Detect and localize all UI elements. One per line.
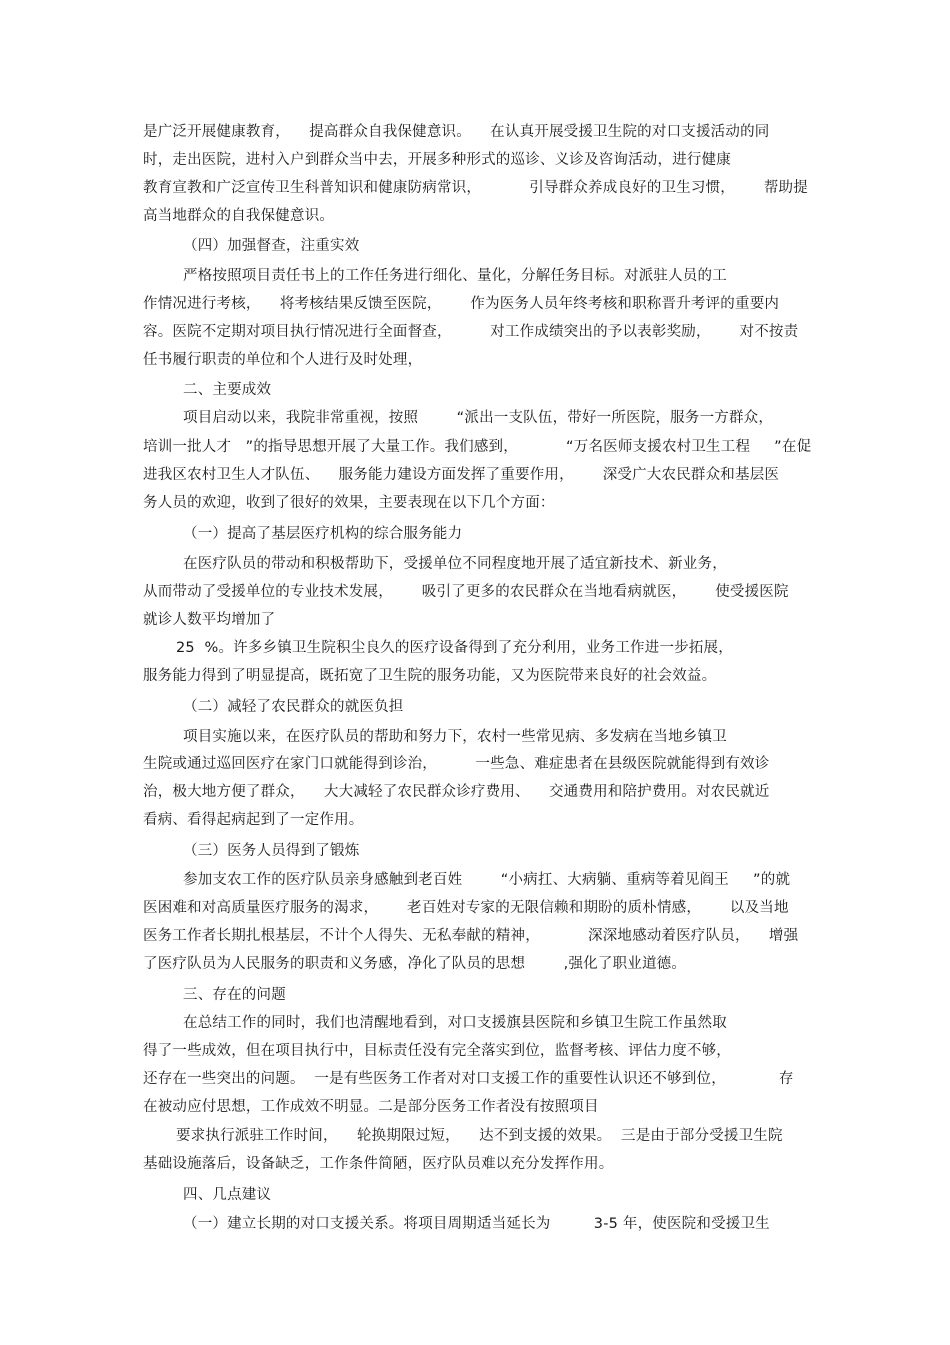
text-line: 25 %。许多乡镇卫生院积尘良久的医疗设备得到了充分利用，业务工作进一步拓展， [176,640,733,656]
text-line: 就诊人数平均增加了 [143,612,276,628]
section-heading: （二）减轻了农民群众的就医负担 [183,699,404,715]
section-heading: （四）加强督查，注重实效 [183,238,360,254]
text-line: 项目启动以来，我院非常重视，按照 “派出一支队伍，带好一所医院，服务一方群众， [183,410,774,426]
text-line: 务人员的欢迎，收到了很好的效果，主要表现在以下几个方面： [143,495,555,511]
text-line: 医务工作者长期扎根基层，不计个人得失、无私奉献的精神， 深深地感动着医疗队员， 增强 [143,928,799,944]
section-heading: （三）医务人员得到了锻炼 [183,843,360,859]
text-line: （一）建立长期的对口支援关系。将项目周期适当延长为 3-5 年，使医院和受援卫生 [183,1216,770,1232]
text-line: 了医疗队员为人民服务的职责和义务感，净化了队员的思想 ,强化了职业道德。 [143,956,687,972]
text-line: 要求执行派驻工作时间， 轮换期限过短， 达不到支援的效果。 三是由于部分受援卫生院 [176,1128,783,1144]
text-line: 在医疗队员的带动和积极帮助下，受援单位不同程度地开展了适宜新技术、新业务， [183,556,727,572]
text-line: 看病、看得起病起到了一定作用。 [143,812,364,828]
text-line: 时，走出医院，进村入户到群众当中去，开展多种形式的巡诊、义诊及咨询活动，进行健康 [143,152,731,168]
text-line: 容。医院不定期对项目执行情况进行全面督查， 对工作成绩突出的予以表彰奖励， 对不按责 [143,324,799,340]
section-heading: （一）提高了基层医疗机构的综合服务能力 [183,526,463,542]
text-line: 教育宣教和广泛宣传卫生科普知识和健康防病常识， 引导群众养成良好的卫生习惯， 帮助提 [143,180,808,196]
text-line: 作情况进行考核， 将考核结果反馈至医院， 作为医务人员年终考核和职称晋升考评的重要内 [143,296,780,312]
text-line: 基础设施落后，设备缺乏，工作条件简陋，医疗队员难以充分发挥作用。 [143,1156,614,1172]
text-line: 得了一些成效，但在项目执行中，目标责任没有完全落实到位，监督考核、评估力度不够， [143,1043,731,1059]
text-line: 进我区农村卫生人才队伍、 服务能力建设方面发挥了重要作用， 深受广大农民群众和基层医 [143,467,780,483]
text-line: 还存在一些突出的问题。 一是有些医务工作者对对口支援工作的重要性认识还不够到位， 存 [143,1071,794,1087]
text-line: 在总结工作的同时，我们也清醒地看到，对口支援旗县医院和乡镇卫生院工作虽然取 [183,1015,727,1031]
text-line: 生院或通过巡回医疗在家门口就能得到诊治， 一些急、难症患者在县级医院就能得到有效诊 [143,756,770,772]
text-line: 培训一批人才 ”的指导思想开展了大量工作。我们感到， “万名医师支援农村卫生工程 ”在促 [143,439,812,455]
text-line: 任书履行职责的单位和个人进行及时处理， [143,352,423,368]
text-line: 服务能力得到了明显提高，既拓宽了卫生院的服务功能，又为医院带来良好的社会效益。 [143,668,717,684]
text-line: 严格按照项目责任书上的工作任务进行细化、量化，分解任务目标。对派驻人员的工 [183,268,727,284]
section-heading: 三、存在的问题 [183,987,286,1003]
text-line: 项目实施以来，在医疗队员的帮助和努力下，农村一些常见病、多发病在当地乡镇卫 [183,729,727,745]
text-line: 参加支农工作的医疗队员亲身感触到老百姓 “小病扛、大病躺、重病等着见阎王 ”的就 [183,872,791,888]
text-line: 从而带动了受援单位的专业技术发展， 吸引了更多的农民群众在当地看病就医， 使受援医院 [143,584,789,600]
text-line: 医困难和对高质量医疗服务的渴求， 老百姓对专家的无限信赖和期盼的质朴情感， 以及当地 [143,900,789,916]
text-line: 是广泛开展健康教育， 提高群众自我保健意识。 在认真开展受援卫生院的对口支援活动的同 [143,124,770,140]
section-heading: 四、几点建议 [183,1187,272,1203]
text-line: 治，极大地方便了群众， 大大减轻了农民群众诊疗费用、 交通费用和陪护费用。对农民就近 [143,784,770,800]
text-line: 高当地群众的自我保健意识。 [143,208,335,224]
text-line: 在被动应付思想，工作成效不明显。二是部分医务工作者没有按照项目 [143,1099,599,1115]
section-heading: 二、主要成效 [183,382,272,398]
